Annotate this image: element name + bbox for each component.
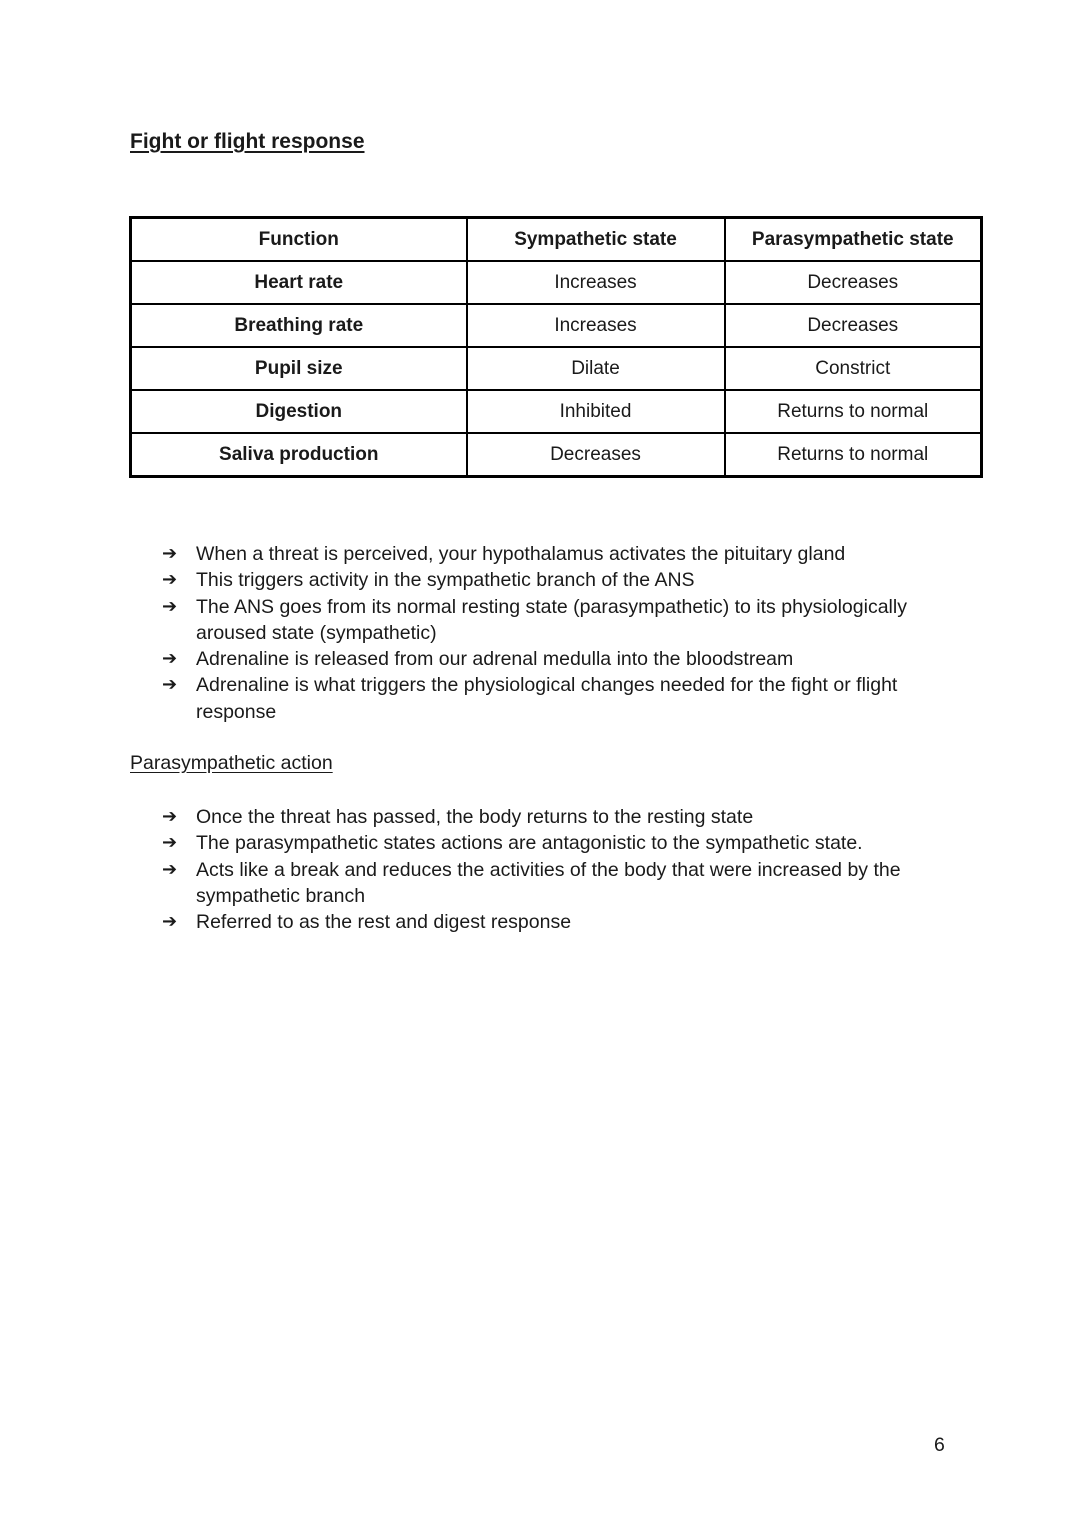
list-item-text: When a threat is perceived, your hypothalamus activates the pituitary gland xyxy=(196,543,846,565)
header-parasympathetic: Parasympathetic state xyxy=(725,218,982,262)
arrow-right-icon: ➔ xyxy=(162,674,178,696)
cell-function: Saliva production xyxy=(131,433,467,477)
cell-function: Pupil size xyxy=(131,347,467,390)
cell-parasympathetic: Constrict xyxy=(725,347,982,390)
arrow-right-icon: ➔ xyxy=(162,648,178,670)
fight-flight-list xyxy=(162,541,952,725)
states-table xyxy=(129,216,983,478)
arrow-right-icon: ➔ xyxy=(162,832,178,854)
arrow-right-icon: ➔ xyxy=(162,806,178,827)
list-item-text: The parasympathetic states actions are antagonistic to the sympathetic state. xyxy=(196,832,863,855)
list-item xyxy=(162,857,952,910)
list-item-text: Referred to as the rest and digest response xyxy=(196,911,572,934)
list-item xyxy=(162,830,952,856)
table-row xyxy=(131,304,982,347)
list-item xyxy=(162,541,952,567)
cell-parasympathetic: Decreases xyxy=(725,261,982,304)
list-item xyxy=(162,594,952,647)
list-item xyxy=(162,804,952,830)
cell-parasympathetic: Returns to normal xyxy=(725,433,982,477)
table-row xyxy=(131,347,982,390)
arrow-right-icon: ➔ xyxy=(162,543,178,564)
cell-function: Digestion xyxy=(131,390,467,433)
table-row xyxy=(131,433,982,477)
list-item xyxy=(162,909,952,935)
list-item-text: Once the threat has passed, the body returns to the resting state xyxy=(196,806,754,828)
cell-parasympathetic: Returns to normal xyxy=(725,390,982,433)
list-item xyxy=(162,646,952,672)
arrow-right-icon: ➔ xyxy=(162,569,178,591)
header-sympathetic: Sympathetic state xyxy=(467,218,725,262)
table-row xyxy=(131,261,982,304)
list-item xyxy=(162,672,952,725)
arrow-right-icon: ➔ xyxy=(162,911,178,933)
cell-parasympathetic: Decreases xyxy=(725,304,982,347)
table-header-row xyxy=(131,218,982,262)
cell-function: Breathing rate xyxy=(131,304,467,347)
page-number: 6 xyxy=(934,1434,945,1456)
cell-sympathetic: Increases xyxy=(467,261,725,304)
page-title: Fight or flight response xyxy=(130,130,365,153)
cell-sympathetic: Dilate xyxy=(467,347,725,390)
parasympathetic-heading: Parasympathetic action xyxy=(130,752,333,774)
table-row xyxy=(131,390,982,433)
cell-function: Heart rate xyxy=(131,261,467,304)
parasympathetic-list xyxy=(162,804,952,935)
arrow-right-icon: ➔ xyxy=(162,858,178,880)
header-function: Function xyxy=(131,218,467,262)
cell-sympathetic: Decreases xyxy=(467,433,725,477)
list-item-text: Acts like a break and reduces the activities of the body that were increased by the sympathetic branch xyxy=(196,858,901,907)
list-item-text: This triggers activity in the sympathetic branch of the ANS xyxy=(196,569,695,592)
cell-sympathetic: Increases xyxy=(467,304,725,347)
list-item xyxy=(162,567,952,593)
list-item-text: Adrenaline is what triggers the physiological changes needed for the fight or flight response xyxy=(196,674,898,723)
list-item-text: Adrenaline is released from our adrenal medulla into the bloodstream xyxy=(196,648,794,671)
cell-sympathetic: Inhibited xyxy=(467,390,725,433)
arrow-right-icon: ➔ xyxy=(162,595,178,617)
list-item-text: The ANS goes from its normal resting state (parasympathetic) to its physiologically aroused state (sympathetic) xyxy=(196,595,907,644)
